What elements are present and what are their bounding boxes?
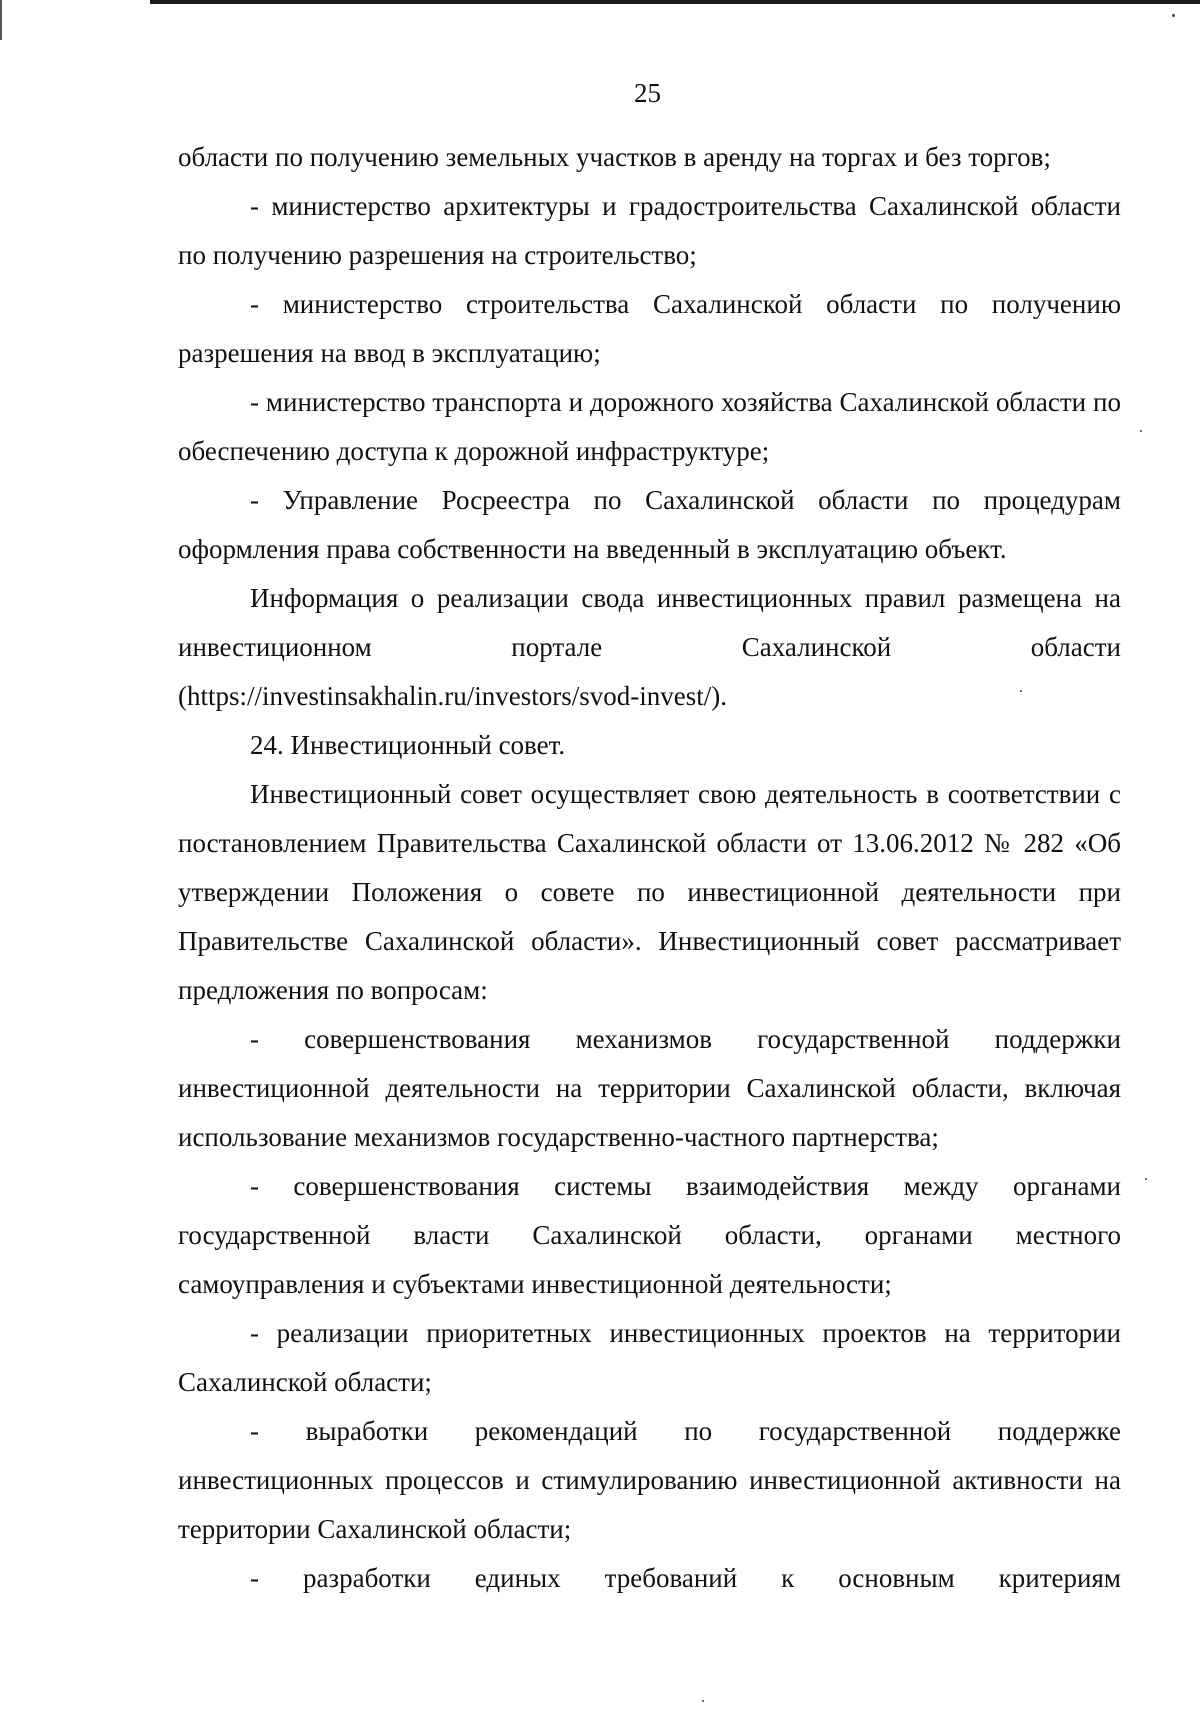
top-border-line xyxy=(150,0,1200,4)
list-item-rosreestr: - Управление Росреестра по Сахалинской области по процедурам оформления права собственности на введенный в эксплуатацию объект. xyxy=(178,485,1121,564)
list-item-transport-ministry: - министерство транспорта и дорожного хозяйства Сахалинской области по обеспечению доступа к дорожной инфраструктуре; xyxy=(178,387,1121,466)
section-heading-investment-council: 24. Инвестиционный совет. xyxy=(250,730,566,760)
scan-speck xyxy=(1145,1178,1147,1180)
page-number: 25 xyxy=(634,78,661,108)
list-item-construction-ministry: - министерство строительства Сахалинской области по получению разрешения на ввод в эксплуатацию; xyxy=(178,289,1121,368)
scan-speck xyxy=(1140,430,1142,432)
paragraph-portal-info: Информация о реализации свода инвестиционных правил размещена на инвестиционном портале Сахалинской области (https://investinsakhalin.ru/investors/svod-invest/). xyxy=(178,583,1121,711)
scan-speck xyxy=(1020,690,1022,692)
list-item-state-support: - совершенствования механизмов государственной поддержки инвестиционной деятельности на территории Сахалинской области, включая использование механизмов государственно-частного партнерства; xyxy=(178,1024,1121,1152)
paragraph-continuation: области по получению земельных участков в аренду на торгах и без торгов; xyxy=(178,142,1051,172)
list-item-architecture-ministry: - министерство архитектуры и градостроительства Сахалинской области по получению разрешения на строительство; xyxy=(178,191,1121,270)
list-item-interaction-system: - совершенствования системы взаимодействия между органами государственной власти Сахалинской области, органами местного самоуправления и субъектами инвестиционной деятельности; xyxy=(178,1171,1121,1299)
left-scan-edge xyxy=(0,0,2,40)
document-body xyxy=(178,133,1121,1603)
scan-speck xyxy=(702,1700,704,1702)
list-item-unified-requirements: - разработки единых требований к основным критериям xyxy=(250,1563,1121,1593)
scan-speck xyxy=(1172,14,1175,17)
list-item-recommendations: - выработки рекомендаций по государственной поддержке инвестиционных процессов и стимулированию инвестиционной активности на территории Сахалинской области; xyxy=(178,1416,1121,1544)
list-item-priority-projects: - реализации приоритетных инвестиционных проектов на территории Сахалинской области; xyxy=(178,1318,1121,1397)
paragraph-council-description: Инвестиционный совет осуществляет свою деятельность в соответствии с постановлением Правительства Сахалинской области от 13.06.2012 № 282 «Об утверждении Положения о совете по инвестиционной деятельности при Правительстве Сахалинской области». Инвестиционный совет рассматривает предложения по вопросам: xyxy=(178,779,1121,1005)
